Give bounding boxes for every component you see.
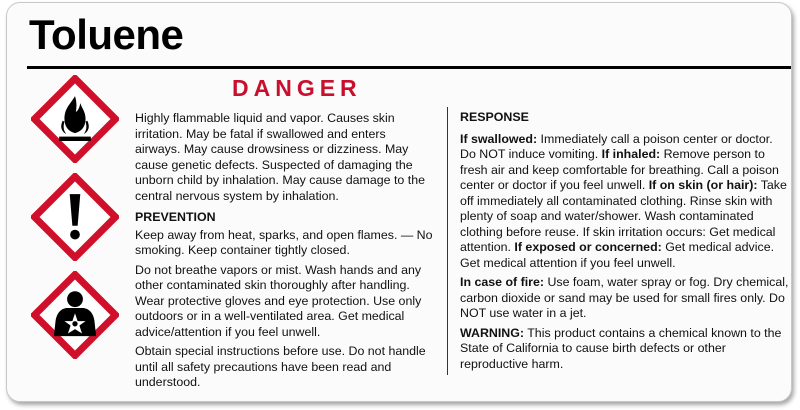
column-divider <box>447 107 448 375</box>
hazard-statements: Highly flammable liquid and vapor. Causes skin irritation. May be fatal if swallowed and enters airways. May cause drowsiness or dizziness. May cause genetic defects. Suspected of damaging the unborn child by inhalation. May cause damage to the central nervous system by inhalation. <box>135 111 425 203</box>
fire-label: In case of fire: <box>460 275 545 289</box>
exposed-label: If exposed or concerned: <box>514 240 662 254</box>
flame-icon <box>31 75 119 163</box>
warning-text: This product contains a chemical known to the State of California to cause birth defects or other reproductive harm. <box>460 325 782 371</box>
skin-text: Take off immediately all contaminated clothing. Rinse skin with plenty of soap and water/shower. Wash contaminated clothing before reuse. If skin irritation occurs: Get medical attention. <box>460 178 787 254</box>
skin-label: If on skin (or hair): <box>648 178 758 192</box>
prevention-paragraph: Keep away from heat, sparks, and open flames. — No smoking. Keep container tightly closed. <box>135 227 433 257</box>
chemical-label <box>6 2 792 402</box>
fire-text: Use foam, water spray or fog. Dry chemical, carbon dioxide or sand may be used for small fires only. Do NOT use water in a jet. <box>460 275 789 320</box>
swallowed-text: Immediately call a poison center or doctor. Do NOT induce vomiting. <box>460 131 773 161</box>
inhaled-text: Remove person to fresh air and keep comfortable for breathing. Call a poison center or doctor if you feel unwell. <box>460 147 779 192</box>
response-fire <box>460 275 790 322</box>
prevention-heading: PREVENTION <box>135 210 216 224</box>
title-rule <box>27 66 792 69</box>
warning-label: WARNING: <box>460 325 525 340</box>
prevention-paragraph: Do not breathe vapors or mist. Wash hands and any other contaminated skin thoroughly after handling. Wear protective gloves and eye protection. Use only outdoors or in a well-ventilated area. Get medical advice/attention if you feel unwell. <box>135 262 422 339</box>
response-warning <box>460 326 790 373</box>
hazard-column <box>135 111 433 395</box>
swallowed-label: If swallowed: <box>460 131 538 146</box>
response-heading: RESPONSE <box>460 110 529 124</box>
response-column <box>460 110 790 376</box>
response-first-aid <box>460 132 790 272</box>
health-hazard-icon <box>31 271 119 359</box>
prevention-paragraph: Obtain special instructions before use. Do not handle until all safety precautions have been read and understood. <box>135 344 426 389</box>
exposed-text: Get medical advice. Get medical attention if you feel unwell. <box>460 240 775 270</box>
label-title: Toluene <box>29 11 184 58</box>
inhaled-label: If inhaled: <box>601 147 661 161</box>
signal-word: DANGER <box>232 75 362 101</box>
exclamation-mark-icon <box>31 173 119 261</box>
